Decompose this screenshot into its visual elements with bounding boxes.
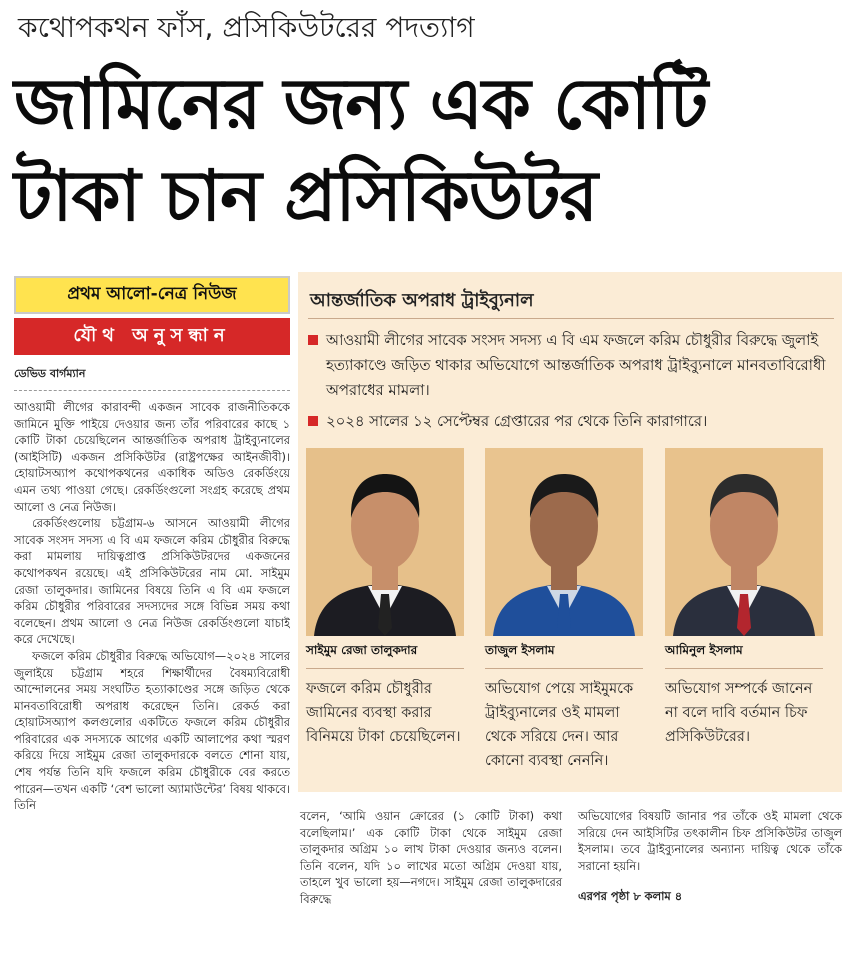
- bullet-square-icon: [308, 335, 318, 345]
- person-card-3: [665, 448, 823, 749]
- headline: [14, 58, 844, 242]
- panel-divider: [308, 318, 834, 319]
- person-card-2: [485, 448, 643, 773]
- continuation-col-1: বলেন, ‘আমি ওয়ান ক্রোরের (১ কোটি টাকা) কথা বলেছিলাম।’ এক কোটি টাকা থেকে সাইমুম রেজা তালুকদার অগ্রিম ১০ লাখ টাকা দেওয়ার জন্যও বলেন। তিনি বলেন, যদি ১০ লাখের মতো অগ্রিম দেওয়া যায়, তাহলে খুব ভালো হয়—নগদে। সাইমুম রেজা তালুকদারের বিরুদ্ধে: [300, 809, 562, 906]
- name-divider: [665, 668, 823, 669]
- kicker-text: কথোপকথন ফাঁস, প্রসিকিউটরের পদত্যাগ: [18, 11, 475, 44]
- brand-label: প্রথম আলো-নেত্র নিউজ: [14, 276, 290, 314]
- bullet-item: [308, 409, 828, 434]
- portrait-illustration: [306, 448, 464, 636]
- left-column: [14, 276, 290, 959]
- person-desc: অভিযোগ সম্পর্কে জানেন না বলে দাবি বর্তমান চিফ প্রসিকিউটরের।: [665, 681, 813, 745]
- portrait-illustration: [485, 448, 643, 636]
- person-photo: [306, 448, 464, 636]
- person-name: সাইমুম রেজা তালুকদার: [306, 643, 418, 657]
- page-jump: এরপর পৃষ্ঠা ৮ কলাম ৪: [578, 889, 683, 904]
- continuation-text: অভিযোগের বিষয়টি জানার পর তাঁকে ওই মামলা থেকে সরিয়ে দেন আইসিটির তৎকালীন চিফ প্রসিকিউটর তাজুল ইসলাম। তবে ট্রাইব্যুনালের অন্যান্য দায়িত্ব থেকে তাঁকে সরানো হয়নি।: [578, 809, 842, 873]
- info-panel: [298, 272, 842, 792]
- person-photo: [485, 448, 643, 636]
- person-desc: ফজলে করিম চৌধুরীর জামিনের ব্যবস্থা করার বিনিময়ে টাকা চেয়েছিলেন।: [306, 681, 461, 745]
- person-photo: [665, 448, 823, 636]
- headline-line-1: জামিনের জন্য এক কোটি: [14, 63, 708, 145]
- person-desc: অভিযোগ পেয়ে সাইমুমকে ট্রাইব্যুনালের ওই মামলা থেকে সরিয়ে দেন। আর কোনো ব্যবস্থা নেননি।: [485, 681, 634, 769]
- bullet-item: [308, 328, 828, 403]
- body-paragraph: ফজলে করিম চৌধুরীর বিরুদ্ধে অভিযোগ—২০২৪ সালের জুলাইয়ে চট্টগ্রাম শহরে শিক্ষার্থীদের বৈষম্যবিরোধী আন্দোলনের সময় সংঘটিত হত্যাকাণ্ডের সঙ্গে জড়িত থেকে মানবতাবিরোধী অপরাধ করেছেন তিনি। রেকর্ড করা হোয়াটসঅ্যাপ কলগুলোর একটিতে ফজলে করিম চৌধুরীর পরিবারের এক সদস্যকে আগের একটি আলাপের কথা স্মরণ করিয়ে দিয়ে সাইমুম রেজা তালুকদারকে বলতে শোনা যায়, শেষ পর্যন্ত তিনি যদি ফজলে করিম চৌধুরীকে বের করতে পারেন—তখন একটি ‘বেশ ভালো অ্যামাউন্টের’ বিষয় থাকবে। তিনি: [14, 648, 290, 813]
- body-paragraph: আওয়ামী লীগের কারাবন্দী একজন সাবেক রাজনীতিককে জামিনে মুক্তি পাইয়ে দেওয়ার জন্য তাঁর পরিবারের কাছে ১ কোটি টাকা চেয়েছিলেন আন্তর্জাতিক অপরাধ ট্রাইব্যুনালের (আইসিটি) একজন প্রসিকিউটর (রাষ্ট্রপক্ষের আইনজীবী)। হোয়াটসঅ্যাপ কথোপকথনের একাধিক অডিও রেকর্ডিংয়ে এমন তথ্য পাওয়া গেছে। রেকর্ডিংগুলো সংগ্রহ করেছে প্রথম আলো ও নেত্র নিউজ।: [14, 400, 290, 514]
- person-card-1: [306, 448, 464, 749]
- continuation-col-2: [578, 808, 842, 905]
- name-divider: [306, 668, 464, 669]
- panel-title: আন্তর্জাতিক অপরাধ ট্রাইব্যুনাল: [310, 290, 534, 311]
- brand-tag: যৌথ অনুসন্ধান: [14, 318, 290, 355]
- headline-line-2: টাকা চান প্রসিকিউটর: [14, 155, 597, 237]
- body-paragraph: রেকর্ডিংগুলোয় চট্টগ্রাম-৬ আসনে আওয়ামী লীগের সাবেক সংসদ সদস্য এ বি এম ফজলে করিম চৌধুরীর বিরুদ্ধে করা মামলায় দায়িত্বপ্রাপ্ত প্রসিকিউটরদের একজনের কথোপকথন রয়েছে। এই প্রসিকিউটরের নাম মো. সাইমুম রেজা তালুকদার। জামিনের বিষয়ে তিনি এ বি এম ফজলে করিম চৌধুরীর পরিবারের সদস্যদের সঙ্গে বিভিন্ন সময় কথা বলেছেন। প্রথম আলো ও নেত্র নিউজ রেকর্ডিংগুলো যাচাই করে দেখেছে।: [14, 516, 290, 647]
- bullet-text: আওয়ামী লীগের সাবেক সংসদ সদস্য এ বি এম ফজলে করিম চৌধুরীর বিরুদ্ধে জুলাই হত্যাকাণ্ডে জড়িত থাকার অভিযোগে আন্তর্জাতিক অপরাধ ট্রাইব্যুনালে মানবতাবিরোধী অপরাধের মামলা।: [326, 332, 826, 399]
- name-divider: [485, 668, 643, 669]
- portrait-illustration: [665, 448, 823, 636]
- person-name: তাজুল ইসলাম: [485, 643, 555, 657]
- bullet-text: ২০২৪ সালের ১২ সেপ্টেম্বর গ্রেপ্তারের পর থেকে তিনি কারাগারে।: [326, 413, 708, 430]
- author-byline: ডেভিড বার্গম্যান: [14, 365, 290, 391]
- panel-bullets: [308, 328, 828, 440]
- person-name: আমিনুল ইসলাম: [665, 643, 743, 657]
- article-body: [14, 399, 290, 959]
- bullet-square-icon: [308, 416, 318, 426]
